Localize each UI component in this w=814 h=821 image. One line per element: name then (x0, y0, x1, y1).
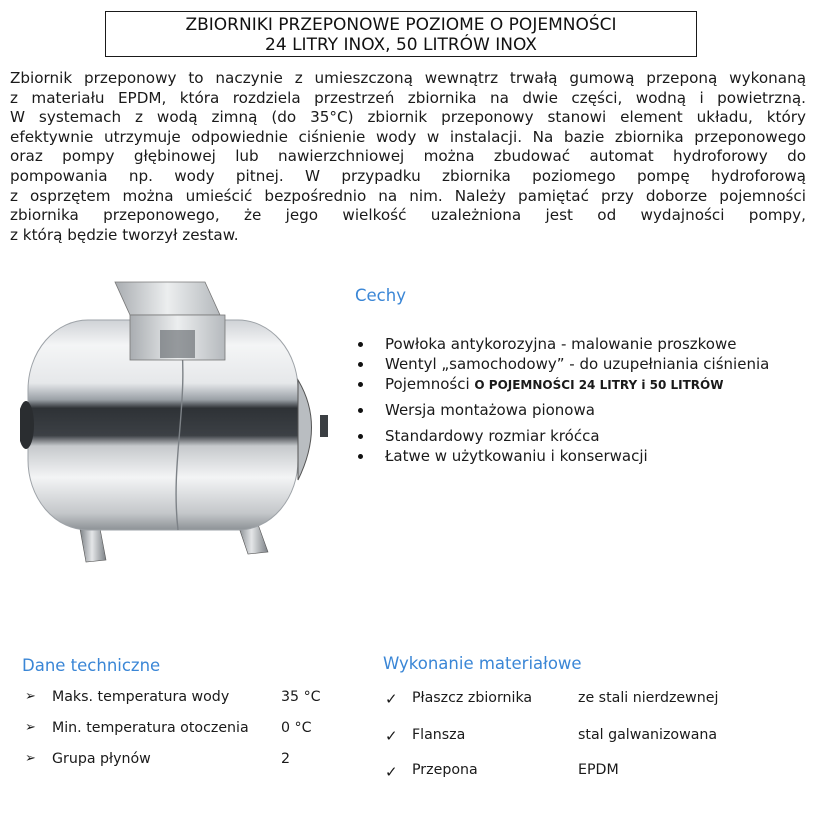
tech-value: 0 °C (281, 720, 312, 736)
material-label: Przepona (412, 762, 478, 778)
intro-line: zbiornika przeponowego, że jego wielkość uzależniona jest od wydajności pompy, (10, 206, 806, 225)
tech-label: Grupa płynów (52, 751, 151, 767)
material-label: Płaszcz zbiornika (412, 690, 533, 706)
intro-paragraph (10, 69, 806, 245)
intro-line: pompowania np. wody pitnej. W przypadku zbiornika poziomego pompę hydroforową (10, 166, 806, 185)
page-title (105, 11, 697, 57)
feature-item: Pojemności O POJEMNOŚCI 24 LITRY i 50 LITRÓW (358, 374, 769, 394)
arrow-bullet-icon: ➢ (25, 689, 36, 704)
product-image-tank (20, 280, 350, 570)
material-label: Flansza (412, 727, 466, 743)
intro-line: z materiału EPDM, która rozdziela przestrzeń zbiornika na dwie części, wodną i powietrzną. (10, 88, 806, 107)
bullet-icon (358, 454, 363, 459)
arrow-bullet-icon: ➢ (25, 720, 36, 735)
feature-item: Wentyl „samochodowy” - do uzupełniania ciśnienia (358, 354, 769, 374)
feature-item: Łatwe w użytkowaniu i konserwacji (358, 446, 769, 466)
bullet-icon (358, 362, 363, 367)
tech-value: 2 (281, 751, 291, 767)
tank-connector (320, 415, 328, 437)
title-line-2: 24 LITRY INOX, 50 LITRÓW INOX (265, 35, 537, 55)
material-value: ze stali nierdzewnej (578, 690, 719, 706)
tank-top-bracket (115, 282, 225, 360)
intro-line: Zbiornik przeponowy to naczynie z umieszczoną wewnątrz trwałą gumową przeponą wykonaną (10, 69, 806, 87)
bullet-icon (358, 342, 363, 347)
tech-label: Maks. temperatura wody (52, 689, 230, 705)
title-line-1: ZBIORNIKI PRZEPONOWE POZIOME O POJEMNOŚCI (185, 15, 617, 35)
arrow-bullet-icon: ➢ (25, 751, 36, 766)
check-icon: ✓ (385, 763, 398, 781)
bullet-icon (358, 434, 363, 439)
feature-item: Wersja montażowa pionowa (358, 400, 769, 420)
tech-label: Min. temperatura otoczenia (52, 720, 249, 736)
intro-line: W systemach z wodą zimną (do 35°C) zbiornik przeponowy stanowi element układu, który (10, 108, 806, 127)
materials-heading: Wykonanie materiałowe (383, 654, 582, 673)
features-heading: Cechy (355, 286, 406, 305)
intro-line: z osprzętem można umieścić bezpośrednio na nim. Należy pamiętać przy doborze pojemności (10, 186, 806, 205)
tech-data-heading: Dane techniczne (22, 656, 161, 675)
intro-line: oraz pompy głębinowej lub nawierzchniowej można zbudować automat hydroforowy do (10, 147, 806, 166)
tank-flange (298, 380, 312, 480)
material-value: stal galwanizowana (578, 727, 718, 743)
features-list (358, 334, 769, 466)
feature-item: Standardowy rozmiar króćca (358, 426, 769, 446)
bullet-icon (358, 382, 363, 387)
material-value: EPDM (578, 762, 619, 778)
check-icon: ✓ (385, 690, 398, 708)
check-icon: ✓ (385, 727, 398, 745)
bullet-icon (358, 408, 363, 413)
intro-line: z którą będzie tworzył zestaw. (10, 225, 239, 244)
tech-value: 35 °C (281, 689, 321, 705)
intro-line: efektywnie utrzymuje odpowiednie ciśnienie wody w instalacji. Na bazie zbiornika przeponowego (10, 127, 806, 146)
feature-item: Powłoka antykorozyjna - malowanie proszkowe (358, 334, 769, 354)
